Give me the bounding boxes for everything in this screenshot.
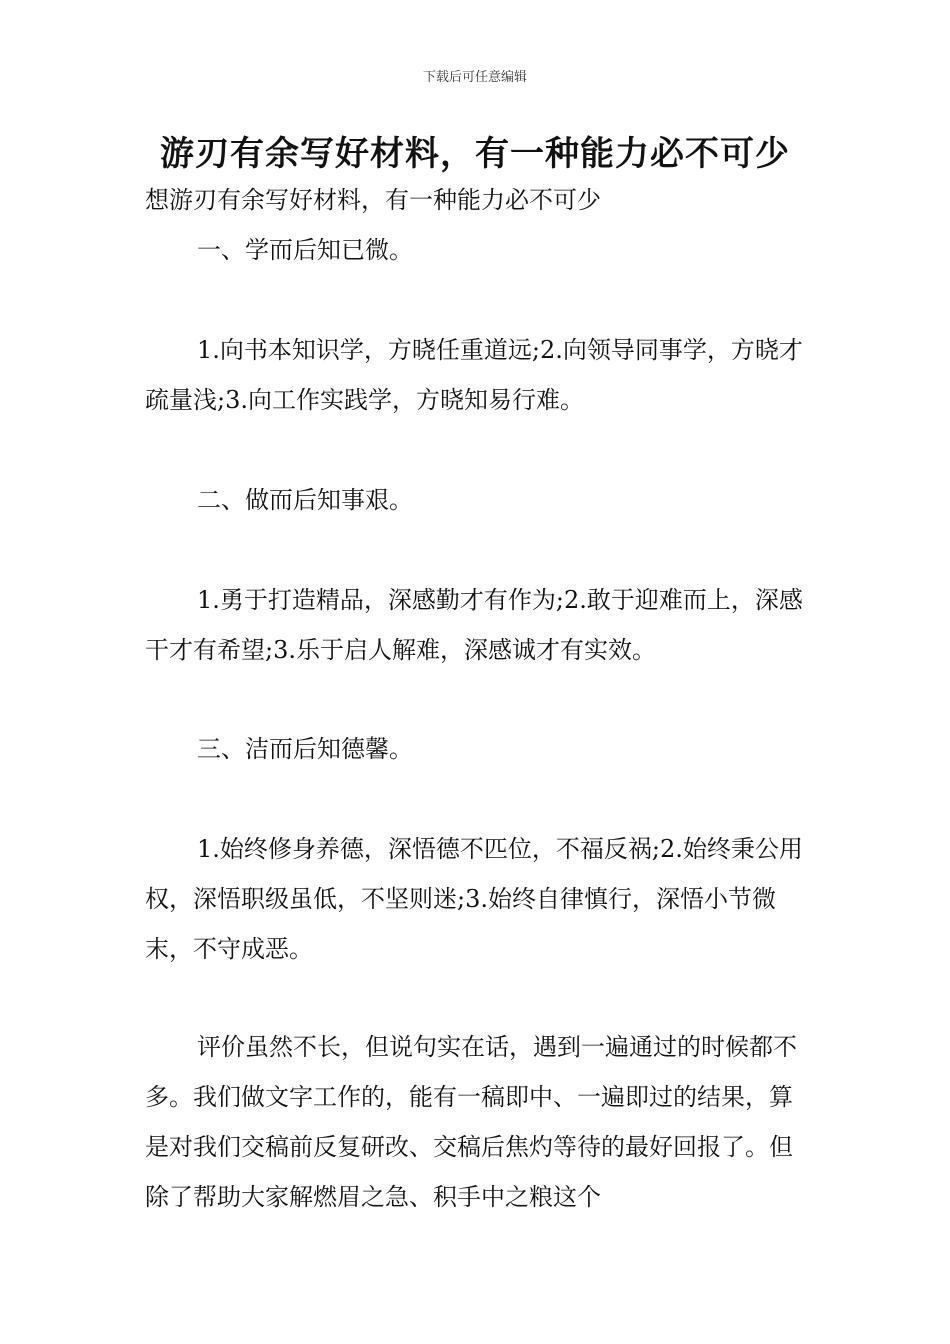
section-2-body: 1.勇于打造精品，深感勤才有作为;2.敢于迎难而上，深感干才有希望;3.乐于启人解难，深感诚才有实效。 xyxy=(145,586,803,664)
section-2-heading: 二、做而后知事艰。 xyxy=(197,486,413,514)
section-3-body: 1.始终修身养德，深悟德不匹位，不福反祸;2.始终秉公用权，深悟职级虽低，不坚则迷;3.始终自律慎行，深悟小节微末，不守成恶。 xyxy=(145,835,803,963)
document-title: 游刃有余写好材料，有一种能力必不可少 xyxy=(160,134,790,174)
closing-paragraph: 评价虽然不长，但说句实在话，遇到一遍通过的时候都不多。我们做文字工作的，能有一稿即中、一遍即过的结果，算是对我们交稿前反复研改、交稿后焦灼等待的最好回报了。但除了帮助大家解燃眉之急、积手中之粮这个 xyxy=(145,1033,797,1211)
section-1-body: 1.向书本知识学，方晓任重道远;2.向领导同事学，方晓才疏量浅;3.向工作实践学，方晓知易行难。 xyxy=(145,336,803,414)
section-1-heading: 一、学而后知已微。 xyxy=(197,236,413,264)
subtitle-line: 想游刃有余写好材料，有一种能力必不可少 xyxy=(145,186,601,214)
header-note: 下载后可任意编辑 xyxy=(422,70,527,85)
section-3-heading: 三、洁而后知德馨。 xyxy=(197,735,413,763)
